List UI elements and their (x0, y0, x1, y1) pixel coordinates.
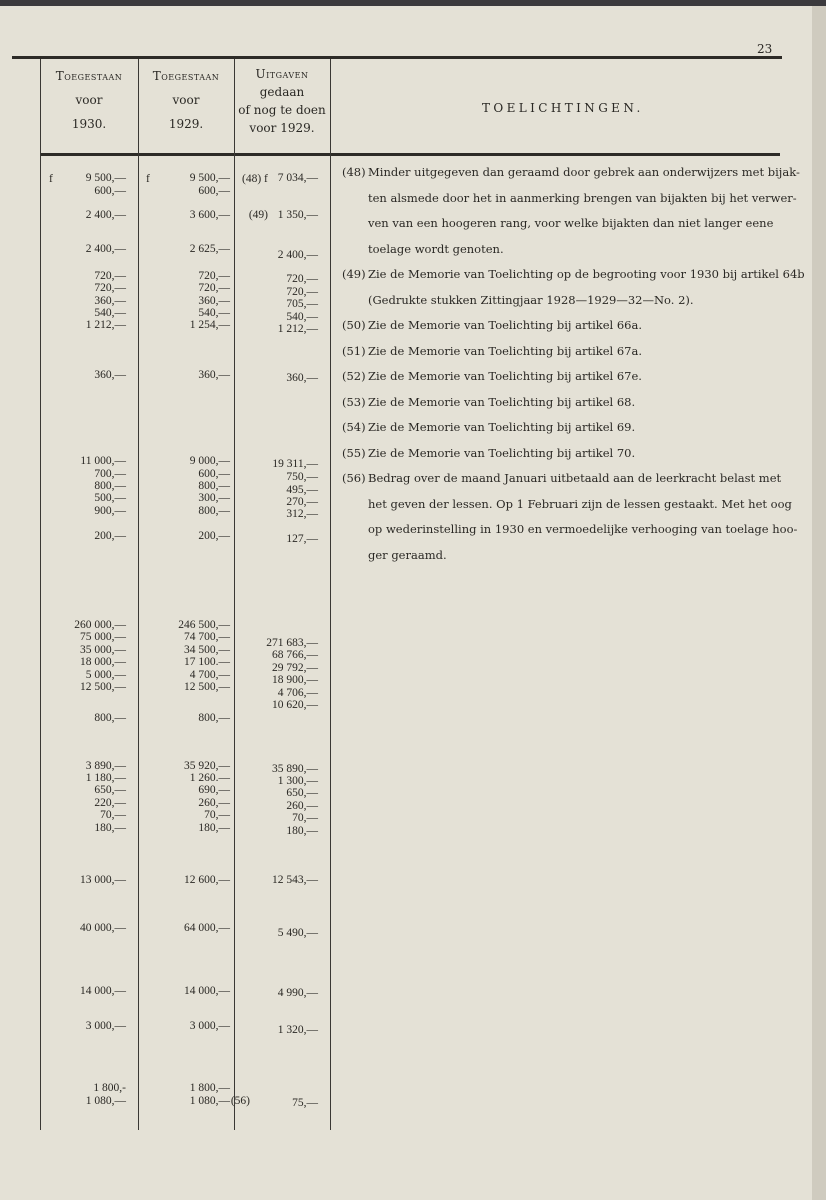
col2-amount: 600,— (198, 468, 230, 480)
note-text-line: toelage wordt genoten. (368, 241, 504, 256)
note-text-line: Zie de Memorie van Toelichting bij artikel 69. (368, 420, 636, 434)
col3-amount: 720,— (286, 286, 318, 298)
col2-amount: 246 500,— (178, 619, 230, 631)
col2-amount: 300,— (198, 492, 230, 504)
note-text-line: Zie de Memorie van Toelichting bij artikel 67e. (368, 369, 642, 383)
col3-amount: 4 990,— (277, 987, 318, 999)
header-col2-line3: 1929. (168, 117, 204, 131)
col3-amount: 29 792,— (272, 662, 318, 674)
col2-amount: 180,— (198, 822, 230, 834)
col1-amount: 1 080,— (85, 1095, 126, 1107)
note-number: (52) (342, 369, 366, 383)
col2-amount: 34 500,— (184, 644, 230, 656)
page-edge (812, 6, 826, 1200)
col1-amount: 2 400,— (85, 209, 126, 221)
col3-amount: 127,— (286, 533, 318, 545)
note-text-line: Minder uitgegeven dan geraamd door gebrek aan onderwijzers met bijak- (368, 165, 800, 179)
col3-amount: 12 543,— (272, 874, 318, 886)
currency-mark-col3: (48) f (242, 173, 268, 185)
header-col1-line2: voor (75, 93, 103, 107)
col2-amount: 800,— (198, 480, 230, 492)
col2-amount: 3 000,— (189, 1020, 230, 1032)
col1-amount: 35 000,— (80, 644, 126, 656)
col3-amount: 495,— (286, 484, 318, 496)
column-rule-2 (138, 59, 139, 1130)
col1-amount: 1 800,- (93, 1082, 126, 1094)
col2-amount: 12 500,— (184, 681, 230, 693)
col1-amount: 180,— (94, 822, 126, 834)
col2-amount: 74 700,— (184, 631, 230, 643)
col1-amount: 5 000,— (85, 669, 126, 681)
col1-amount: 360,— (94, 369, 126, 381)
col1-amount: 600,— (94, 185, 126, 197)
col1-amount: 75 000,— (80, 631, 126, 643)
col1-amount: 500,— (94, 492, 126, 504)
col1-amount: 220,— (94, 797, 126, 809)
col2-amount: 260,— (198, 797, 230, 809)
col3-amount: 260,— (286, 800, 318, 812)
col3-amount: 68 766,— (272, 649, 318, 661)
note-number: (53) (342, 394, 366, 409)
col3-amount: 540,— (286, 311, 318, 323)
note-number: (51) (342, 343, 366, 358)
note-text-line: Zie de Memorie van Toelichting bij artikel 66a. (368, 318, 643, 332)
column-rule-1 (40, 59, 41, 1130)
note-text-line: Zie de Memorie van Toelichting bij artikel 68. (368, 394, 636, 409)
note-number: (56) (342, 471, 366, 485)
header-col2-line2: voor (172, 93, 200, 107)
note-text-line: ven van een hoogeren rang, voor welke bijakten dan niet langer eene (368, 216, 774, 230)
column-rule-3 (234, 59, 235, 1130)
col1-amount: 360,— (94, 295, 126, 307)
col2-amount: 17 100.— (184, 656, 230, 668)
col3-amount: 180,— (286, 825, 318, 837)
col2-amount: 9 000,— (189, 455, 230, 467)
col2-amount: 360,— (198, 369, 230, 381)
note-number: (55) (342, 445, 366, 460)
note-text-line: Bedrag over de maand Januari uitbetaald aan de leerkracht belast met (368, 471, 782, 485)
col1-amount: 720,— (94, 270, 126, 282)
col3-amount: 5 490,— (277, 927, 318, 939)
col2-amount: 600,— (198, 185, 230, 197)
note-text-line: het geven der lessen. Op 1 Februari zijn de lessen gestaakt. Met het oog (368, 496, 792, 511)
note-text-line: Zie de Memorie van Toelichting op de begrooting voor 1930 bij artikel 64b (368, 267, 805, 281)
header-toegestaan-1929 (138, 64, 234, 136)
col1-amount: 3 890,— (85, 760, 126, 772)
col1-amount: 1 212,— (85, 319, 126, 331)
col3-amount: 650,— (286, 787, 318, 799)
header-toegestaan-1930 (40, 64, 138, 136)
col3-amount: 271 683,— (266, 637, 318, 649)
col2-amount: 2 625,— (189, 243, 230, 255)
col3-amount: 720,— (286, 273, 318, 285)
col1-amount: 2 400,— (85, 243, 126, 255)
col3-amount: 35 890,— (272, 763, 318, 775)
col2-amount: 1 260.— (189, 772, 230, 784)
note-number: (48) (342, 165, 366, 179)
col3-amount: 10 620,— (272, 699, 318, 711)
col3-amount: (56) (230, 1095, 250, 1107)
col1-amount: 700,— (94, 468, 126, 480)
currency-mark-col1: f (49, 173, 53, 185)
col1-amount: 900,— (94, 505, 126, 517)
col1-amount: 540,— (94, 307, 126, 319)
col1-amount: 1 180,— (85, 772, 126, 784)
col3-amount: 705,— (286, 298, 318, 310)
col2-amount: 70,— (204, 809, 230, 821)
note-number: (54) (342, 420, 366, 434)
header-rule (40, 153, 780, 156)
col2-amount: 800,— (198, 505, 230, 517)
note-text-line: Zie de Memorie van Toelichting bij artikel 67a. (368, 343, 643, 358)
header-uitgaven-1929 (234, 65, 330, 137)
col1-amount: 200,— (94, 530, 126, 542)
col1-amount: 9 500,— (85, 172, 126, 184)
col3-amount: 7 034,— (277, 172, 318, 184)
note-text-line: ten alsmede door het in aanmerking brengen van bijakten bij het verwer- (368, 190, 797, 205)
header-col3-line3: of nog te doen (238, 103, 326, 117)
col3-amount: 1 320,— (277, 1024, 318, 1036)
toelichtingen-title: TOELICHTINGEN. (482, 101, 644, 115)
col3-amount: 750,— (286, 471, 318, 483)
col2-amount: 200,— (198, 530, 230, 542)
col2-amount: 4 700,— (189, 669, 230, 681)
col3-amount: 70,— (292, 812, 318, 824)
col2-amount: 14 000,— (184, 985, 230, 997)
col1-amount: 11 000,— (80, 455, 126, 467)
header-col2-line1: Toegestaan (152, 69, 220, 83)
col3-amount: 1 212,— (277, 323, 318, 335)
col1-amount: 70,— (100, 809, 126, 821)
col2-amount: 3 600,— (189, 209, 230, 221)
col3-amount: 75,— (292, 1097, 318, 1109)
header-col3-line1: Uitgaven (255, 67, 309, 81)
col3-amount: 360,— (286, 372, 318, 384)
col1-amount: 650,— (94, 784, 126, 796)
col1-amount: 800,— (94, 480, 126, 492)
col2-amount: 540,— (198, 307, 230, 319)
col1-amount: 40 000,— (80, 922, 126, 934)
col3-amount: 312,— (286, 508, 318, 520)
col3-amount: 1 350,— (277, 209, 318, 221)
col2-amount: 720,— (198, 282, 230, 294)
col2-amount: 9 500,— (189, 172, 230, 184)
col2-amount: 12 600,— (184, 874, 230, 886)
col1-amount: 18 000,— (80, 656, 126, 668)
page-number: 23 (757, 42, 773, 56)
header-col1-line1: Toegestaan (55, 69, 123, 83)
note-text-line: ger geraamd. (368, 547, 447, 562)
col1-amount: 3 000,— (85, 1020, 126, 1032)
col3-amount: 4 706,— (277, 687, 318, 699)
col3-amount: 2 400,— (277, 249, 318, 261)
col2-amount: 690,— (198, 784, 230, 796)
note-number: (50) (342, 318, 366, 332)
col3-amount: 18 900,— (272, 674, 318, 686)
header-col3-line4: voor 1929. (249, 121, 315, 135)
col2-amount: 1 800,— (189, 1082, 230, 1094)
col2-amount: 35 920,— (184, 760, 230, 772)
header-col3-line2: gedaan (259, 85, 305, 99)
note-text-line: op wederinstelling in 1930 en vermoedelijke verhooging van toelage hoo- (368, 522, 798, 536)
header-col1-line3: 1930. (71, 117, 107, 131)
col2-amount: 1 254,— (189, 319, 230, 331)
col2-amount: 360,— (198, 295, 230, 307)
top-rule (12, 56, 782, 59)
col2-amount: 800,— (198, 712, 230, 724)
col1-amount: 260 000,— (74, 619, 126, 631)
col3-amount: 1 300,— (277, 775, 318, 787)
col1-amount: 800,— (94, 712, 126, 724)
col1-amount: 14 000,— (80, 985, 126, 997)
col1-amount: 720,— (94, 282, 126, 294)
currency-mark-col2: f (146, 173, 150, 185)
col1-amount: 12 500,— (80, 681, 126, 693)
note-number: (49) (342, 267, 366, 281)
col3-amount: (49) (248, 209, 268, 221)
col2-amount: 720,— (198, 270, 230, 282)
col2-amount: 64 000,— (184, 922, 230, 934)
note-text-line: Zie de Memorie van Toelichting bij artikel 70. (368, 445, 636, 460)
col1-amount: 13 000,— (80, 874, 126, 886)
col3-amount: 19 311,— (272, 458, 318, 470)
col3-amount: 270,— (286, 496, 318, 508)
note-text-line: (Gedrukte stukken Zittingjaar 1928—1929—32—No. 2). (368, 292, 694, 307)
col2-amount: 1 080,— (189, 1095, 230, 1107)
column-rule-4 (330, 59, 331, 1130)
